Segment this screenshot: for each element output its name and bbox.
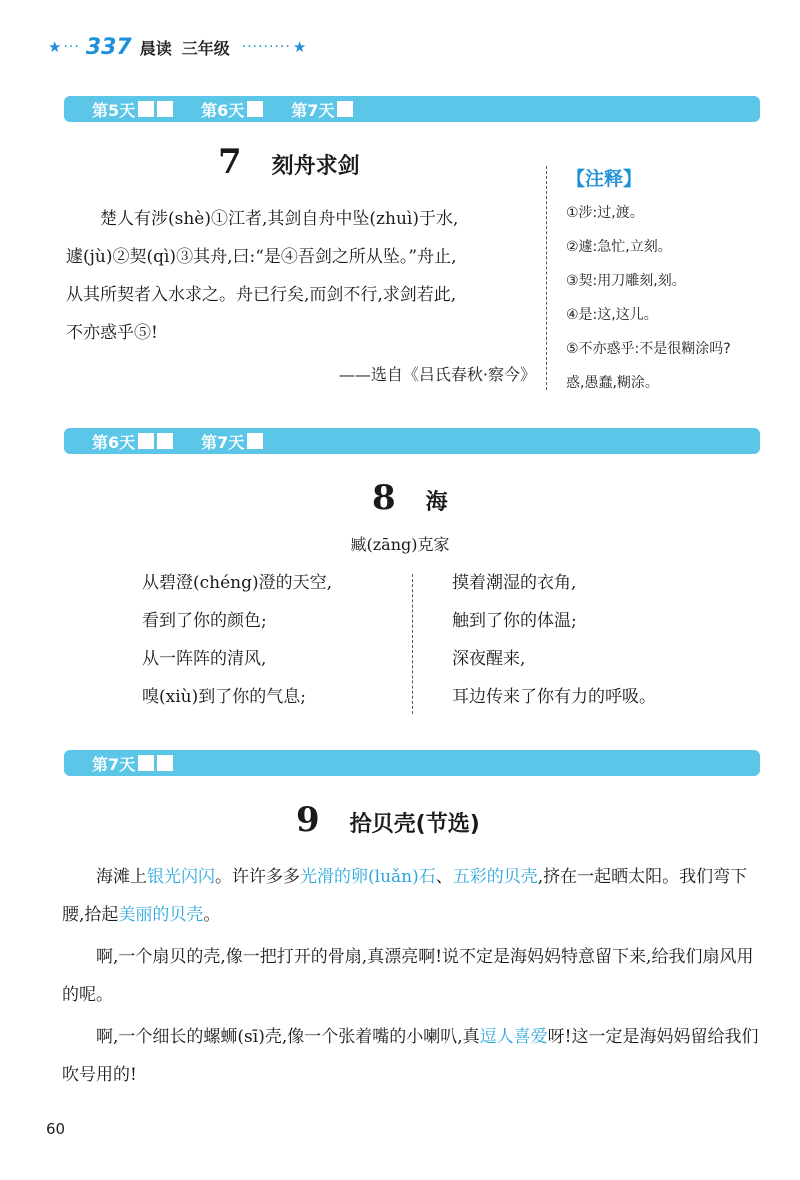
page-header [48, 34, 306, 60]
grade-label: 三年级 [181, 38, 230, 58]
highlight-phrase: 五彩的贝壳 [452, 867, 538, 887]
lesson-title-text: 刻舟求剑 [271, 154, 360, 179]
paragraph: 啊,一个扇贝的壳,像一把打开的骨扇,真漂亮啊!说不定是海妈妈特意留下来,给我们扇风用的呢。 [62, 947, 754, 1005]
check-box[interactable] [157, 433, 173, 449]
highlight-phrase: 美丽的贝壳 [118, 905, 204, 925]
day-tag: 第7天 [201, 430, 263, 453]
day-bar [64, 96, 760, 122]
poem-line: 摸着潮湿的衣角, [452, 573, 577, 593]
star-icon: ★ [48, 38, 62, 56]
poem-line: 耳边传来了你有力的呼吸。 [452, 687, 656, 707]
poem-line: 看到了你的颜色; [142, 611, 267, 631]
notes-panel [566, 166, 796, 400]
poem-line: 触到了你的体温; [452, 611, 577, 631]
lesson-title-text: 海 [425, 490, 448, 515]
highlight-phrase: 银光闪闪 [147, 867, 215, 887]
check-box[interactable] [247, 101, 263, 117]
note-item: ④是:这,这儿。 [566, 307, 658, 323]
day-bar [64, 750, 760, 776]
dotted-line: ··· [63, 39, 80, 55]
text-line: 从其所契者入水求之。舟已行矣,而剑不行,求剑若此, [66, 285, 457, 305]
day-tag: 第7天 [291, 98, 353, 121]
lesson-body [62, 858, 762, 1094]
note-item: ①涉:过,渡。 [566, 205, 644, 221]
poem-line: 从碧澄(chéng)澄的天空, [142, 573, 333, 593]
check-box[interactable] [138, 755, 154, 771]
page-number: 60 [46, 1120, 66, 1138]
paragraph: 海滩上银光闪闪。许许多多光滑的卵(luǎn)石、五彩的贝壳,挤在一起晒太阳。我们弯下腰,拾起美丽的贝壳。 [62, 867, 748, 925]
lesson-title-text: 拾贝壳(节选) [349, 812, 480, 837]
lesson-number: 8 [372, 478, 396, 518]
series-title: 晨读 [139, 38, 172, 58]
poem-line: 嗅(xiù)到了你的气息; [142, 687, 306, 707]
day-tag: 第5天 [92, 98, 173, 121]
check-box[interactable] [337, 101, 353, 117]
poem-left-column [142, 564, 402, 716]
day-tag: 第6天 [201, 98, 263, 121]
divider [546, 166, 547, 390]
author-line: 臧(zāng)克家 [350, 535, 450, 554]
text-line: 不亦惑乎⑤! [66, 323, 158, 343]
check-box[interactable] [138, 433, 154, 449]
divider [412, 574, 413, 714]
lesson-title [296, 800, 480, 840]
lesson-body [66, 200, 536, 352]
source-citation: ——选自《吕氏春秋·察今》 [338, 365, 536, 384]
lesson-number: 9 [296, 800, 320, 840]
day-bar [64, 428, 760, 454]
dotted-line: ········· [241, 39, 291, 55]
series-number: 337 [85, 34, 132, 60]
note-item: ⑤不亦惑乎:不是很糊涂吗? [566, 341, 731, 357]
paragraph: 啊,一个细长的螺蛳(sī)壳,像一个张着嘴的小喇叭,真逗人喜爱呀!这一定是海妈妈留给我们吹号用的! [62, 1027, 759, 1085]
day-tag: 第6天 [92, 430, 173, 453]
text-line: 楚人有涉(shè)①江者,其剑自舟中坠(zhuì)于水, [100, 209, 459, 229]
highlight-phrase: 逗人喜爱 [479, 1027, 548, 1047]
star-icon: ★ [292, 38, 307, 56]
text-line: 遽(jù)②契(qì)③其舟,曰:“是④吾剑之所从坠。”舟止, [66, 247, 457, 267]
note-item: ③契:用刀雕刻,刻。 [566, 273, 686, 289]
note-item: ②遽:急忙,立刻。 [566, 239, 672, 255]
check-box[interactable] [157, 101, 173, 117]
lesson-title [372, 478, 448, 518]
poem-right-column [452, 564, 752, 716]
check-box[interactable] [138, 101, 154, 117]
highlight-phrase: 光滑的卵(luǎn)石 [300, 867, 436, 887]
day-tag: 第7天 [92, 752, 173, 775]
poem-line: 深夜醒来, [452, 649, 526, 669]
note-item: 惑,愚蠢,糊涂。 [566, 375, 659, 391]
poem-line: 从一阵阵的清风, [142, 649, 267, 669]
check-box[interactable] [157, 755, 173, 771]
notes-heading: 【注释】 [566, 168, 643, 190]
lesson-number: 7 [218, 142, 242, 182]
check-box[interactable] [247, 433, 263, 449]
lesson-title [218, 142, 360, 182]
